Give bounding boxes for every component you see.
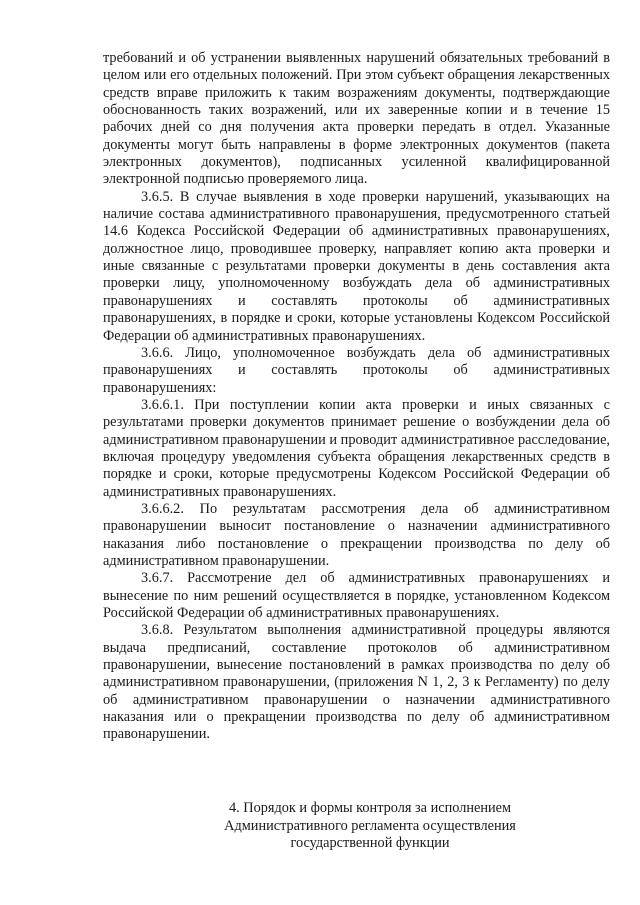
document-body	[103, 50, 610, 744]
paragraph-continuation: требований и об устранении выявленных нарушений обязательных требований в целом или его отдельных положений. При этом субъект обращения лекарственных средств вправе приложить к таким возражениям документы, подтверждающие обоснованность таких возражений, или их заверенные копии и в течение 15 рабочих дней со дня получения акта проверки передать в отдел. Указанные документы могут быть направлены в форме электронных документов (пакета электронных документов), подписанных усиленной квалифицированной электронной подписью проверяемого лица.	[103, 50, 610, 188]
paragraph-3-6-5: 3.6.5. В случае выявления в ходе проверки нарушений, указывающих на наличие состава административного правонарушения, предусмотренного статьей 14.6 Кодекса Российской Федерации об административных правонарушениях, должностное лицо, проводившее проверку, направляет копию акта проверки и иные связанные с результатами проверки документы в день составления акта проверки лицу, уполномоченному возбуждать дела об административных правонарушениях и составлять протоколы об административных правонарушениях, в порядке и сроки, которые установлены Кодексом Российской Федерации об административных правонарушениях.	[103, 188, 610, 344]
paragraph-3-6-6-2: 3.6.6.2. По результатам рассмотрения дела об административном правонарушении выносит постановление о назначении административного наказания либо постановление о прекращении производства по делу об административном правонарушении.	[103, 500, 610, 569]
paragraph-3-6-6: 3.6.6. Лицо, уполномоченное возбуждать дела об административных правонарушениях и составлять протоколы об административных правонарушениях:	[103, 344, 610, 396]
section-heading-line-3: государственной функции	[290, 835, 450, 851]
section-heading-line-2: Административного регламента осуществления	[224, 817, 516, 834]
paragraph-3-6-8: 3.6.8. Результатом выполнения административной процедуры являются выдача предписаний, составление протоколов об административном правонарушении, вынесение постановлений в рамках производства по делу об административном правонарушении, (приложения N 1, 2, 3 к Регламенту) по делу об административном правонарушении о назначении административного наказания или о прекращении производства по делу об административном правонарушении.	[103, 622, 610, 743]
section-heading-line-1: 4. Порядок и формы контроля за исполнением	[228, 800, 512, 816]
section-heading	[200, 800, 540, 853]
paragraph-3-6-7: 3.6.7. Рассмотрение дел об административных правонарушениях и вынесение по ним решений осуществляется в порядке, установленном Кодексом Российской Федерации об административных правонарушениях.	[103, 570, 610, 621]
paragraph-3-6-6-1: 3.6.6.1. При поступлении копии акта проверки и иных связанных с результатами проверки документов принимает решение о возбуждении дела об административном правонарушении и проводит административное расследование, включая процедуру уведомления субъекта обращения лекарственных средств в порядке и сроки, которые предусмотрены Кодексом Российской Федерации об административных правонарушениях.	[103, 396, 610, 500]
